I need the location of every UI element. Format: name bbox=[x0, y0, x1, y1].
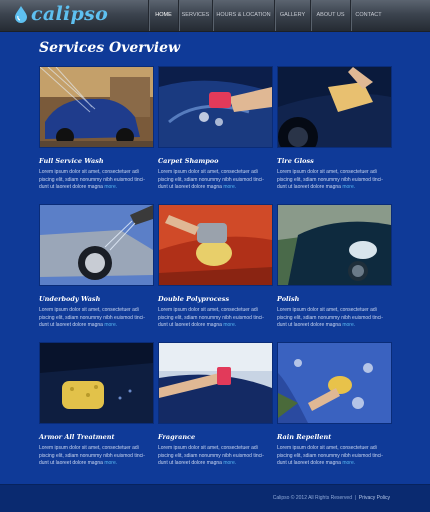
more-link[interactable]: more. bbox=[342, 460, 356, 466]
more-link[interactable]: more. bbox=[342, 322, 356, 328]
service-title: Carpet Shampoo bbox=[158, 157, 219, 165]
service-card-fragrance bbox=[158, 342, 272, 468]
polish-photo[interactable] bbox=[277, 204, 392, 286]
service-card-rain-repellent bbox=[277, 342, 391, 468]
carpet-shampoo-photo[interactable] bbox=[158, 66, 273, 148]
site-footer bbox=[0, 484, 430, 512]
service-description: Lorem ipsum dolor sit amet, consectetuer adi piscing elit, sdiam nonummy nibh euismod tinci- dunt ut laoreet dolore magna more. bbox=[39, 445, 145, 466]
footer-separator: | bbox=[354, 495, 357, 501]
sponge-photo[interactable] bbox=[39, 342, 154, 424]
service-card-full-service-wash bbox=[39, 66, 153, 192]
nav-hours-location[interactable]: HOURS & LOCATION bbox=[212, 0, 274, 31]
rain-repellent-photo[interactable] bbox=[277, 342, 392, 424]
privacy-policy-link[interactable]: Privacy Policy bbox=[358, 495, 390, 501]
service-title: Double Polyprocess bbox=[158, 295, 230, 303]
service-description: Lorem ipsum dolor sit amet, consectetuer adi piscing elit, sdiam nonummy nibh euismod tinci- dunt ut laoreet dolore magna more. bbox=[39, 307, 145, 328]
nav-home[interactable]: HOME bbox=[148, 0, 178, 31]
underbody-wash-photo[interactable] bbox=[39, 204, 154, 286]
more-link[interactable]: more. bbox=[342, 184, 356, 190]
service-description: Lorem ipsum dolor sit amet, consectetuer adi piscing elit, sdiam nonummy nibh euismod tinci- dunt ut laoreet dolore magna more. bbox=[158, 169, 264, 190]
service-description: Lorem ipsum dolor sit amet, consectetuer adi piscing elit, sdiam nonummy nibh euismod tinci- dunt ut laoreet dolore magna more. bbox=[39, 169, 145, 190]
service-card-carpet-shampoo bbox=[158, 66, 272, 192]
water-drop-icon bbox=[14, 5, 28, 23]
more-link[interactable]: more. bbox=[223, 460, 237, 466]
more-link[interactable]: more. bbox=[223, 184, 237, 190]
service-description: Lorem ipsum dolor sit amet, consectetuer adi piscing elit, sdiam nonummy nibh euismod tinci- dunt ut laoreet dolore magna more. bbox=[277, 307, 383, 328]
service-title: Full Service Wash bbox=[39, 157, 104, 165]
service-card-underbody-wash bbox=[39, 204, 153, 330]
nav-contact[interactable]: CONTACT bbox=[350, 0, 386, 31]
service-title: Tire Gloss bbox=[277, 157, 314, 165]
brand-name: calipso bbox=[31, 3, 109, 25]
page-title: Services Overview bbox=[39, 40, 181, 56]
polisher-photo[interactable] bbox=[158, 204, 273, 286]
more-link[interactable]: more. bbox=[104, 460, 118, 466]
service-title: Fragrance bbox=[158, 433, 196, 441]
service-description: Lorem ipsum dolor sit amet, consectetuer adi piscing elit, sdiam nonummy nibh euismod tinci- dunt ut laoreet dolore magna more. bbox=[158, 445, 264, 466]
service-description: Lorem ipsum dolor sit amet, consectetuer adi piscing elit, sdiam nonummy nibh euismod tinci- dunt ut laoreet dolore magna more. bbox=[277, 169, 383, 190]
service-card-polish bbox=[277, 204, 391, 330]
service-description: Lorem ipsum dolor sit amet, consectetuer adi piscing elit, sdiam nonummy nibh euismod tinci- dunt ut laoreet dolore magna more. bbox=[277, 445, 383, 466]
more-link[interactable]: more. bbox=[104, 184, 118, 190]
service-description: Lorem ipsum dolor sit amet, consectetuer adi piscing elit, sdiam nonummy nibh euismod tinci- dunt ut laoreet dolore magna more. bbox=[158, 307, 264, 328]
nav-gallery[interactable]: GALLERY bbox=[274, 0, 310, 31]
logo[interactable] bbox=[14, 3, 108, 25]
site-header bbox=[0, 0, 430, 32]
service-title: Underbody Wash bbox=[39, 295, 101, 303]
nav-services[interactable]: SERVICES bbox=[178, 0, 212, 31]
service-card-tire-gloss bbox=[277, 66, 391, 192]
fragrance-photo[interactable] bbox=[158, 342, 273, 424]
tire-gloss-photo[interactable] bbox=[277, 66, 392, 148]
service-card-armor-all-treatment bbox=[39, 342, 153, 468]
main-nav bbox=[148, 0, 386, 31]
nav-about-us[interactable]: ABOUT US bbox=[310, 0, 350, 31]
car-wash-photo[interactable] bbox=[39, 66, 154, 148]
service-card-double-polyprocess bbox=[158, 204, 272, 330]
service-title: Rain Repellent bbox=[277, 433, 332, 441]
more-link[interactable]: more. bbox=[104, 322, 118, 328]
footer-text bbox=[273, 495, 390, 501]
more-link[interactable]: more. bbox=[223, 322, 237, 328]
copyright: Calipso © 2012 All Rights Reserved bbox=[272, 495, 352, 501]
service-title: Polish bbox=[277, 295, 300, 303]
service-title: Armor All Treatment bbox=[39, 433, 115, 441]
